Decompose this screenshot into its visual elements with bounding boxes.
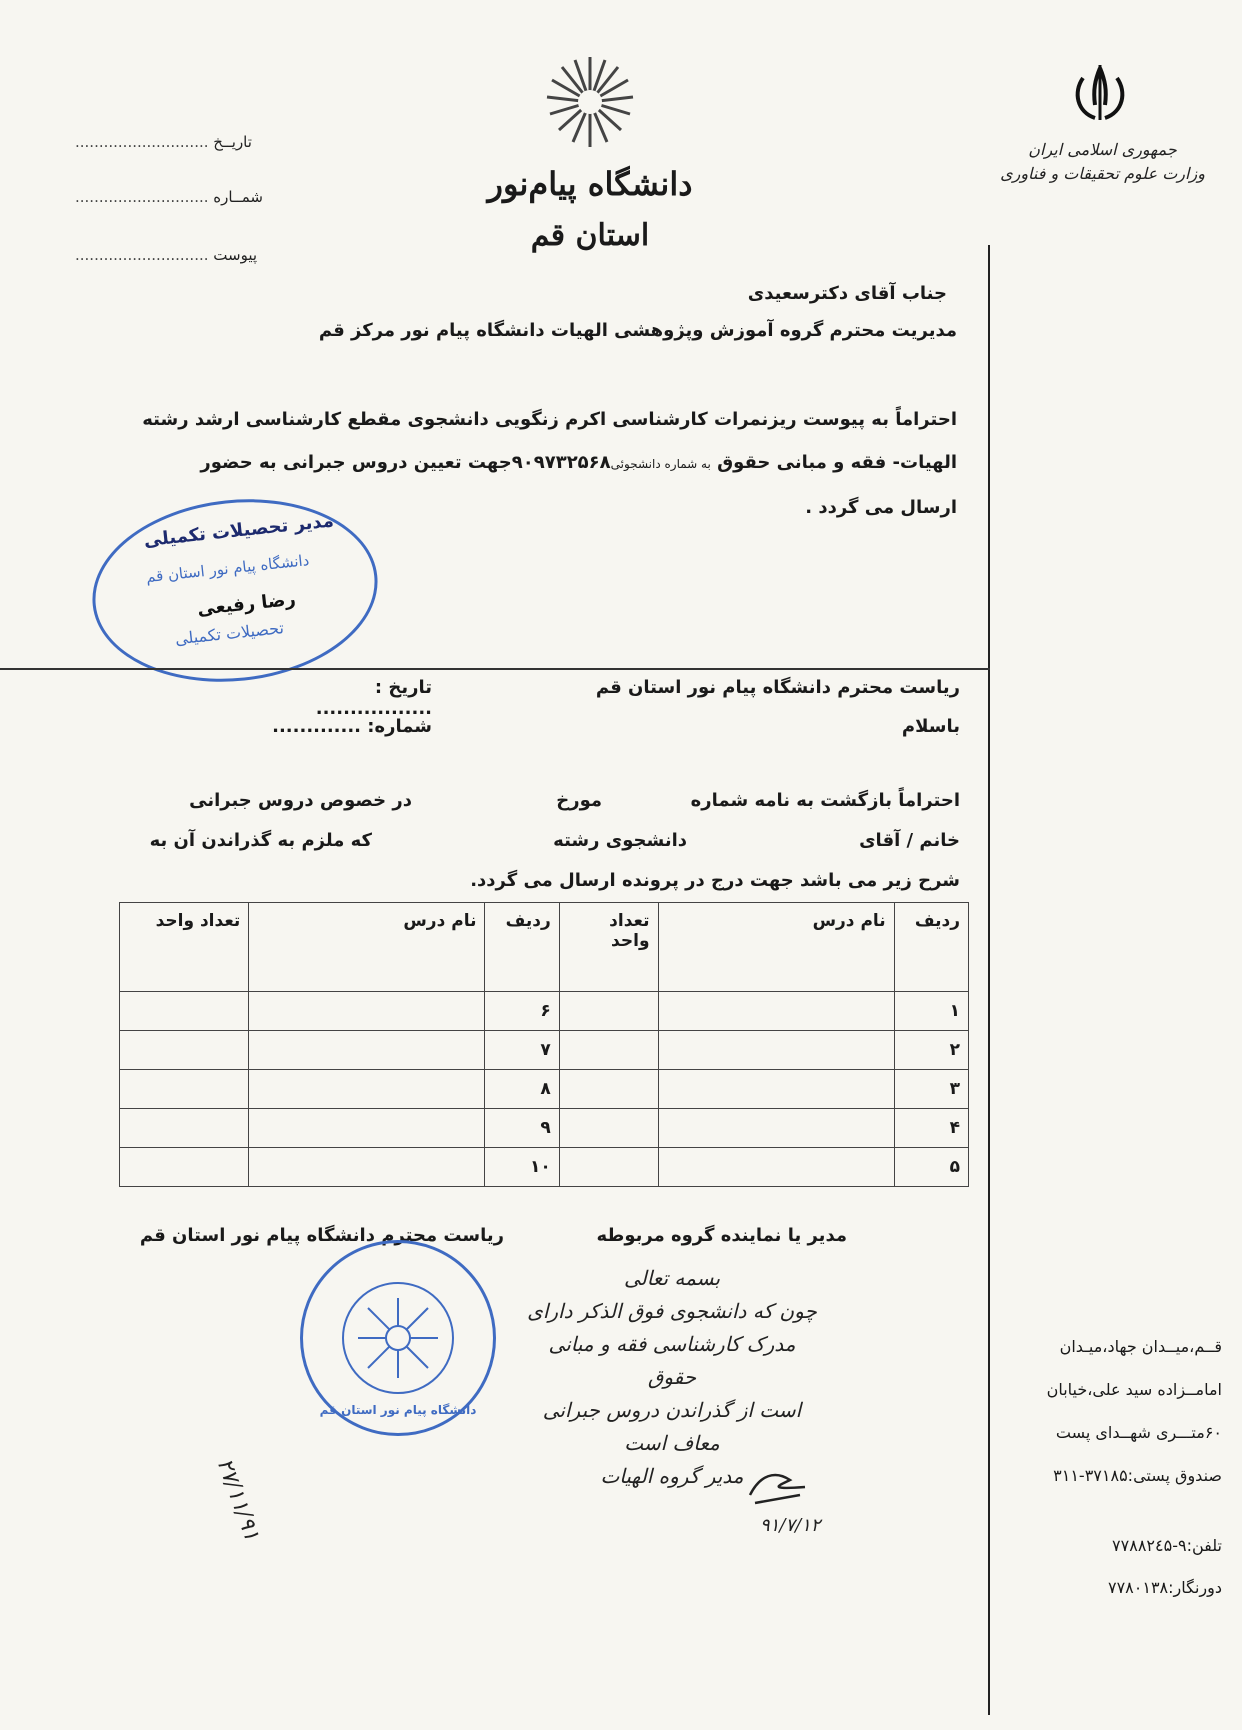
province-name: استان قم bbox=[530, 218, 650, 253]
letter2-line1-c: در خصوص دروس جبرانی bbox=[189, 790, 412, 811]
university-stamp bbox=[300, 1240, 496, 1436]
letter2-line1-b: مورخ bbox=[556, 790, 602, 811]
units-cell-2 bbox=[120, 1109, 249, 1148]
table-row bbox=[120, 1148, 969, 1187]
ministry-caption bbox=[1000, 138, 1205, 186]
signature-icon bbox=[745, 1465, 815, 1510]
course-name-cell-2 bbox=[249, 1031, 485, 1070]
stamp2-text: دانشگاه پیام نور استان قم bbox=[319, 1403, 477, 1417]
letter1-addressee-title: مدیریت محترم گروه آموزش وپژوهشی الهیات دانشگاه پیام نور مرکز قم bbox=[318, 320, 957, 341]
course-name-cell bbox=[658, 1109, 894, 1148]
stamp-name: رضا رفیعی bbox=[196, 588, 297, 620]
col-header-row-number-2: ردیف bbox=[485, 903, 559, 992]
handwritten-signature bbox=[745, 1465, 815, 1510]
header-date-dots: ............................ bbox=[75, 133, 209, 151]
handwritten-line: مدرک کارشناسی فقه و مبانی حقوق bbox=[548, 1332, 796, 1389]
units-cell-2 bbox=[120, 1031, 249, 1070]
header-attachment-dots: ............................ bbox=[75, 246, 209, 264]
course-name-cell-2 bbox=[249, 1109, 485, 1148]
address-line-2: امامــزاده سید علی،خیابان bbox=[1046, 1380, 1222, 1399]
row-number-2: ۷ bbox=[485, 1031, 559, 1070]
letter2-greeting: باسلام bbox=[901, 716, 960, 737]
letter2-line2-c: که ملزم به گذراندن آن به bbox=[149, 830, 372, 851]
university-logo bbox=[545, 52, 635, 152]
margin-note: ۲۷/۱۱/۹۱ bbox=[211, 1455, 265, 1545]
table-row bbox=[120, 1070, 969, 1109]
col-header-course-name-2: نام درس bbox=[249, 903, 485, 992]
letter2-line2-a: خانم / آقای bbox=[859, 830, 960, 851]
university-name: دانشگاه پیام‌نور bbox=[487, 165, 693, 203]
header-date-field bbox=[75, 133, 315, 151]
emblem-caption-line2: وزارت علوم تحقیقات و فناوری bbox=[1000, 164, 1205, 183]
letter2-date: تاریخ : ................. bbox=[315, 677, 432, 719]
course-name-cell bbox=[658, 1070, 894, 1109]
units-cell bbox=[559, 992, 658, 1031]
letter1-line2-small: به شماره دانشجوئی bbox=[610, 457, 711, 471]
letter1-line1: احتراماً به پیوست ریزنمرات کارشناسی اکرم زنگویی دانشجوی مقطع کارشناسی ارشد رشته bbox=[142, 409, 957, 430]
letter2-line2-b: دانشجوی رشته bbox=[553, 830, 687, 851]
sidebar-rule bbox=[988, 245, 990, 1715]
course-name-cell bbox=[658, 1148, 894, 1187]
table-header-row bbox=[120, 903, 969, 992]
handwritten-line: مدیر گروه الهیات bbox=[600, 1464, 744, 1488]
handwritten-note bbox=[522, 1262, 822, 1493]
stamp-bottom: تحصیلات تکمیلی bbox=[174, 618, 285, 649]
header-number-field bbox=[75, 188, 315, 206]
address-line-1: قــم،میــدان جهاد،میـدان bbox=[1059, 1337, 1222, 1356]
course-name-cell-2 bbox=[249, 1148, 485, 1187]
row-number: ۴ bbox=[894, 1109, 968, 1148]
table-row bbox=[120, 1031, 969, 1070]
row-number: ۱ bbox=[894, 992, 968, 1031]
handwritten-line: است از گذراندن دروس جبرانی bbox=[542, 1398, 802, 1422]
fax-number: دورنگار:۷۷۸۰۱۳۸ bbox=[1107, 1578, 1222, 1597]
header-attachment-field bbox=[75, 246, 315, 264]
course-name-cell-2 bbox=[249, 1070, 485, 1109]
president-label: ریاست محترم دانشگاه پیام نور استان قم bbox=[139, 1225, 504, 1246]
group-head-label: مدیر یا نماینده گروه مربوطه bbox=[596, 1225, 847, 1246]
letter2-number: شماره: ............. bbox=[272, 716, 432, 737]
section-divider bbox=[0, 668, 990, 670]
stamp-ring-text: دانشگاه پیام نور استان قم bbox=[145, 551, 311, 587]
course-name-cell-2 bbox=[249, 992, 485, 1031]
handwritten-line: بسمه تعالی bbox=[623, 1266, 721, 1290]
postal-box: صندوق پستی:۳۷۱۸۵-۳۱۱ bbox=[1053, 1466, 1222, 1485]
units-cell bbox=[559, 1070, 658, 1109]
sunburst-logo-icon bbox=[545, 52, 635, 152]
phone-number: تلفن:۹-۷۷۸۸۲٤۵ bbox=[1112, 1536, 1222, 1555]
units-cell bbox=[559, 1109, 658, 1148]
letter2-addressee: ریاست محترم دانشگاه پیام نور استان قم bbox=[595, 677, 960, 698]
header-number-label: شمــاره bbox=[213, 188, 263, 206]
units-cell-2 bbox=[120, 1148, 249, 1187]
letter1-addressee: جناب آقای دکترسعیدی bbox=[747, 283, 947, 304]
header-attachment-label: پیوست bbox=[213, 246, 258, 264]
row-number-2: ۹ bbox=[485, 1109, 559, 1148]
header-date-label: تاریــخ bbox=[213, 133, 252, 151]
education-stamp bbox=[83, 486, 386, 696]
row-number: ۵ bbox=[894, 1148, 968, 1187]
units-cell bbox=[559, 1148, 658, 1187]
col-header-course-name: نام درس bbox=[658, 903, 894, 992]
iran-emblem bbox=[1065, 60, 1135, 130]
letter1-line2-part1: الهیات- فقه و مبانی حقوق bbox=[710, 452, 957, 473]
header-number-dots: ............................ bbox=[75, 188, 209, 206]
letter2-line3: شرح زیر می باشد جهت درج در پرونده ارسال می گردد. bbox=[470, 870, 960, 891]
handwritten-line: معاف است bbox=[624, 1431, 720, 1455]
row-number: ۲ bbox=[894, 1031, 968, 1070]
compensatory-courses-table bbox=[119, 902, 969, 1187]
stamp-title: مدیر تحصیلات تکمیلی bbox=[142, 510, 335, 552]
col-header-row-number: ردیف bbox=[894, 903, 968, 992]
letter1-line2-part2: ۹۰۹۷۳۲۵۶۸جهت تعیین دروس جبرانی به حضور bbox=[200, 452, 611, 473]
handwritten-line: چون که دانشجوی فوق الذکر دارای bbox=[527, 1299, 817, 1323]
table-row bbox=[120, 992, 969, 1031]
letter1-line2 bbox=[137, 441, 957, 486]
units-cell bbox=[559, 1031, 658, 1070]
row-number: ۳ bbox=[894, 1070, 968, 1109]
emblem-caption-line1: جمهوری اسلامی ایران bbox=[1028, 140, 1177, 159]
course-name-cell bbox=[658, 992, 894, 1031]
address-line-3: ۶۰متـــری شهــدای پست bbox=[1055, 1423, 1222, 1442]
col-header-units-2: تعداد واحد bbox=[120, 903, 249, 992]
row-number-2: ۸ bbox=[485, 1070, 559, 1109]
row-number-2: ۶ bbox=[485, 992, 559, 1031]
letter1-line3: ارسال می گردد . bbox=[805, 497, 957, 518]
units-cell-2 bbox=[120, 1070, 249, 1109]
letter2-line1-a: احتراماً بازگشت به نامه شماره bbox=[690, 790, 960, 811]
col-header-units: تعداد واحد bbox=[559, 903, 658, 992]
table-row bbox=[120, 1109, 969, 1148]
course-name-cell bbox=[658, 1031, 894, 1070]
units-cell-2 bbox=[120, 992, 249, 1031]
row-number-2: ۱۰ bbox=[485, 1148, 559, 1187]
handwritten-date: ۹۱/۷/۱۲ bbox=[760, 1515, 821, 1536]
emblem-icon bbox=[1065, 60, 1135, 130]
